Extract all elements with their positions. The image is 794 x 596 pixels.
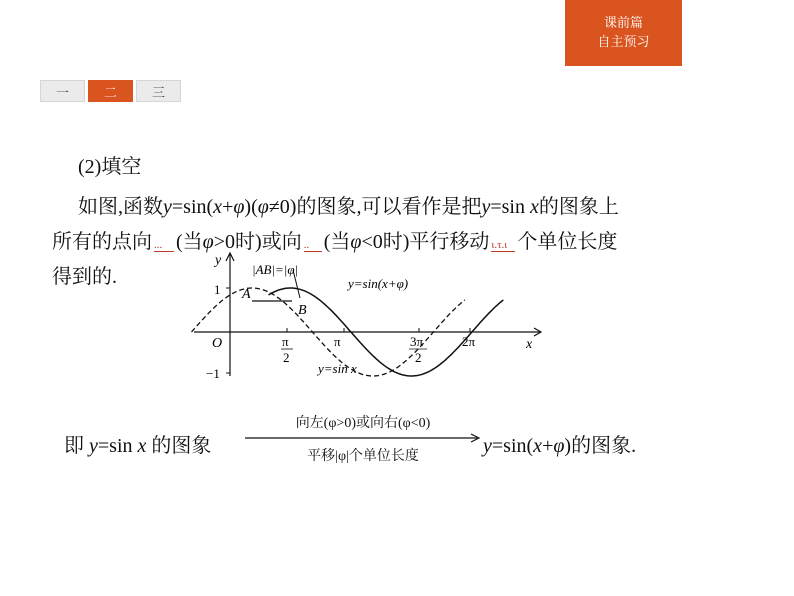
sine-graph bbox=[190, 248, 550, 388]
text: =sin( bbox=[171, 196, 214, 218]
text: =sin bbox=[97, 435, 138, 457]
text: ≠0)的图象,可以看作是把 bbox=[268, 196, 482, 218]
text: 所有的点向 bbox=[52, 231, 152, 253]
text: (当 bbox=[176, 231, 203, 253]
x-axis-label: x bbox=[526, 337, 533, 352]
ab-label: |AB|=|φ| bbox=[252, 262, 299, 277]
text: y bbox=[163, 196, 172, 218]
tick-label-pi-half-bottom: 2 bbox=[283, 350, 290, 365]
summary-line bbox=[64, 429, 211, 458]
answer-blank-2: .. bbox=[304, 239, 322, 252]
text: + bbox=[542, 435, 554, 457]
y-label-one: 1 bbox=[214, 282, 221, 297]
text: <0时)平行移动 bbox=[361, 231, 490, 253]
section-tabs bbox=[40, 80, 181, 102]
arrow-line bbox=[245, 432, 481, 444]
text: >0时)或向 bbox=[213, 231, 302, 253]
tab-one[interactable]: 一 bbox=[40, 80, 85, 102]
text: + bbox=[222, 196, 234, 218]
text: 个单位长度 bbox=[517, 231, 618, 253]
text: φ bbox=[202, 231, 214, 253]
text: φ bbox=[257, 196, 269, 218]
y-label-neg-one: −1 bbox=[206, 366, 220, 381]
tick-label-2pi: 2π bbox=[462, 334, 476, 349]
text: 的图象上 bbox=[538, 196, 619, 218]
arrow-bottom-text: 平移|φ|个单位长度 bbox=[307, 449, 419, 464]
text: φ bbox=[350, 231, 362, 253]
tab-two[interactable]: 二 bbox=[88, 80, 133, 102]
point-b-label: B bbox=[298, 303, 307, 318]
text: y bbox=[483, 435, 492, 457]
arrow-top-text: 向左(φ>0)或向右(φ<0) bbox=[295, 416, 431, 431]
section-badge bbox=[565, 0, 682, 66]
badge-line-2: 自主预习 bbox=[597, 35, 650, 50]
text: x bbox=[529, 196, 539, 218]
text: 即 bbox=[64, 435, 89, 457]
point-a-label: A bbox=[242, 287, 251, 302]
transform-arrow bbox=[245, 412, 481, 466]
tab-three[interactable]: 三 bbox=[136, 80, 181, 102]
origin-label: O bbox=[212, 336, 223, 351]
text: )的图象. bbox=[564, 435, 637, 457]
tick-label-3pi-half-top: 3π bbox=[410, 334, 424, 349]
text: y bbox=[89, 435, 98, 457]
answer-blank-3: ι.τ.ι bbox=[491, 239, 515, 252]
badge-line-1: 课前篇 bbox=[603, 16, 643, 31]
tick-label-3pi-half-bottom: 2 bbox=[415, 350, 422, 365]
text: φ bbox=[553, 435, 565, 457]
paragraph-line-3: 得到的. bbox=[52, 266, 117, 288]
text: =sin bbox=[490, 196, 530, 218]
sin-curve-label: y=sin x bbox=[318, 361, 357, 376]
text: 如图,函数 bbox=[78, 196, 163, 218]
paragraph-line-1 bbox=[78, 190, 619, 219]
text: =sin( bbox=[491, 435, 534, 457]
heading: (2)填空 bbox=[78, 156, 142, 178]
text: x bbox=[137, 435, 147, 457]
shifted-curve-label: y=sin(x+φ) bbox=[348, 276, 409, 291]
text: 的图象 bbox=[146, 435, 212, 457]
text: φ bbox=[233, 196, 245, 218]
text: )( bbox=[244, 196, 258, 218]
text: x bbox=[533, 435, 543, 457]
text: y bbox=[481, 196, 491, 218]
y-axis-label: y bbox=[215, 253, 222, 268]
summary-result bbox=[483, 429, 636, 458]
answer-blank-1: ... bbox=[154, 239, 174, 252]
text: x bbox=[213, 196, 223, 218]
text: (当 bbox=[323, 231, 351, 253]
tick-label-pi: π bbox=[334, 334, 341, 349]
tick-label-pi-half-top: π bbox=[282, 334, 289, 349]
